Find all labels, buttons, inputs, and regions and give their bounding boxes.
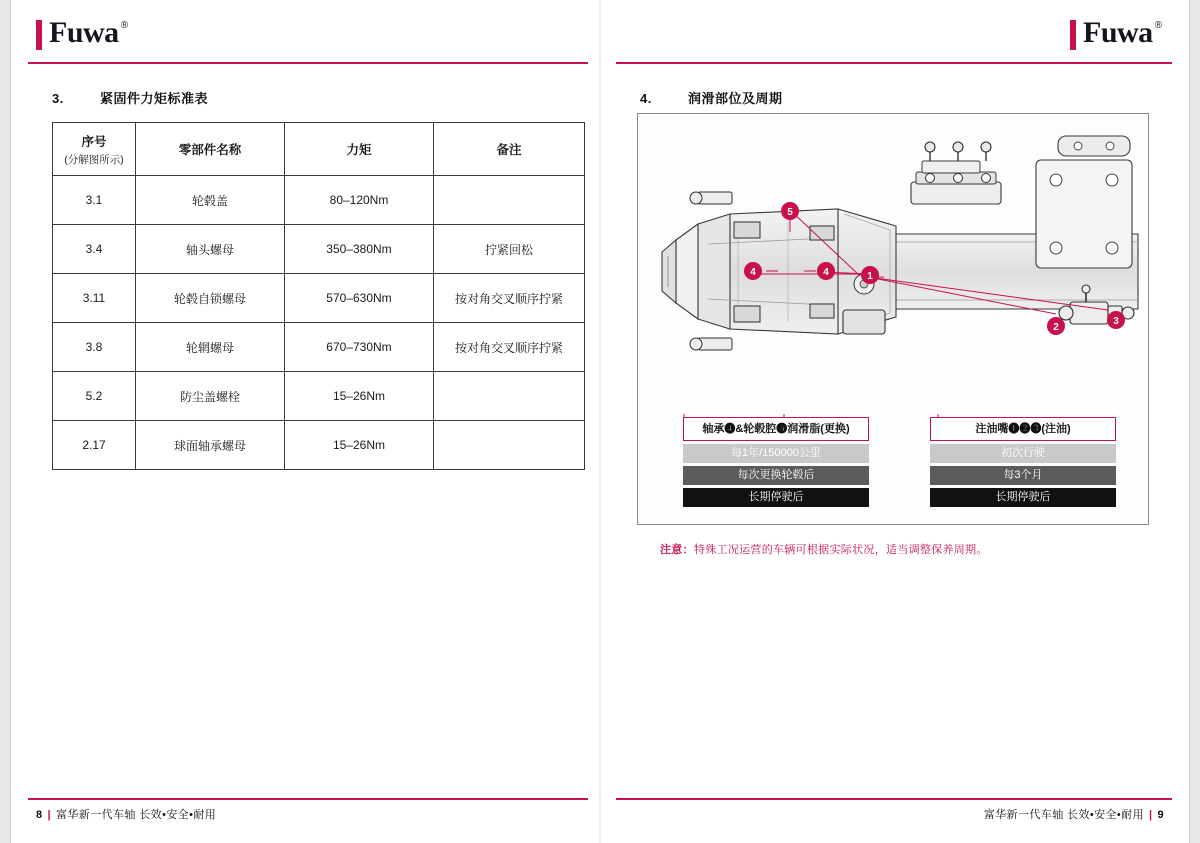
cell-no: 3.11 [53,274,136,323]
table-header-cell-remark: 备注 [434,123,585,176]
table-row [53,225,585,274]
legend-grease-nipple [930,417,1116,507]
page-number: 9 [1157,809,1164,821]
legend-bearing-grease [683,417,869,507]
cell-no: 2.17 [53,421,136,470]
table-row [53,372,585,421]
svg-text:1: 1 [867,271,873,282]
logo-wordmark: Fuwa [1083,16,1153,49]
footer-separator: | [1148,809,1153,821]
svg-text:2: 2 [1053,322,1059,333]
table-row [53,421,585,470]
footer-separator: | [47,809,52,821]
page-number: 8 [36,809,43,821]
cell-remark: 按对角交叉顺序拧紧 [434,274,585,323]
table-row [53,274,585,323]
cell-no: 3.8 [53,323,136,372]
maintenance-note [660,541,988,557]
header-sub: (分解图所示) [64,153,124,166]
logo-left [36,18,128,52]
logo-registered-mark: ® [120,20,129,31]
legend-row: 长期停驶后 [930,488,1116,507]
cell-remark: 拧紧回松 [434,225,585,274]
cell-part: 球面轴承螺母 [136,421,285,470]
logo-right [1070,18,1162,52]
header-main: 序号 [81,134,107,149]
cell-torque: 80–120Nm [285,176,434,225]
logo-registered-mark: ® [1154,20,1163,31]
footer-right [984,806,1164,822]
cell-torque: 350–380Nm [285,225,434,274]
footer-rule-right [616,798,1172,800]
axle-lubrication-diagram [637,113,1149,525]
section-heading-left [52,88,208,107]
legend-row: 每3个月 [930,466,1116,485]
section-title: 紧固件力矩标准表 [100,91,209,106]
table-header-row [53,123,585,176]
torque-standards-table [52,122,585,470]
cell-remark: 按对角交叉顺序拧紧 [434,323,585,372]
cell-torque: 670–730Nm [285,323,434,372]
callout-1 [861,266,879,284]
header-rule-right [616,62,1172,64]
section-heading-right [640,88,783,107]
svg-text:4: 4 [750,267,756,278]
table-header-cell-no [53,123,136,176]
page-gutter [599,0,601,843]
cell-part: 轮辋螺母 [136,323,285,372]
note-text: 特殊工况运营的车辆可根据实际状况，适当调整保养周期。 [693,544,988,556]
cell-remark [434,176,585,225]
cell-part: 轴头螺母 [136,225,285,274]
footer-left [36,806,216,822]
header-rule-left [28,62,588,64]
cell-part: 轮毂盖 [136,176,285,225]
table-row [53,176,585,225]
footer-slogan: 富华新一代车轴 长效•安全•耐用 [56,809,217,821]
legend-row: 长期停驶后 [683,488,869,507]
section-number: 3. [52,91,64,106]
page-edge-right [1189,0,1200,843]
cell-torque: 570–630Nm [285,274,434,323]
callout-4-left [744,262,762,280]
logo-wordmark: Fuwa [49,16,119,49]
footer-slogan: 富华新一代车轴 长效•安全•耐用 [983,809,1144,821]
callout-5 [781,202,799,220]
cell-torque: 15–26Nm [285,372,434,421]
page-edge-left [0,0,11,843]
cell-no: 5.2 [53,372,136,421]
footer-rule-left [28,798,588,800]
logo-bar-icon [36,20,42,50]
table-row [53,323,585,372]
cell-no: 3.4 [53,225,136,274]
callout-4-right [817,262,835,280]
svg-text:5: 5 [787,207,793,218]
legend-title: 轴承❹&轮毂腔❺润滑脂(更换) [683,417,869,441]
legend-row: 每1年/150000公里 [683,444,869,463]
svg-text:3: 3 [1113,316,1119,327]
legend-title: 注油嘴❶❷❸(注油) [930,417,1116,441]
section-number: 4. [640,91,652,106]
table-header-cell-torque: 力矩 [285,123,434,176]
cell-no: 3.1 [53,176,136,225]
callout-3 [1107,311,1125,329]
cell-remark [434,421,585,470]
table-header-cell-part: 零部件名称 [136,123,285,176]
cell-torque: 15–26Nm [285,421,434,470]
legend-row: 每次更换轮毂后 [683,466,869,485]
logo-bar-icon [1070,20,1076,50]
section-title: 润滑部位及周期 [688,91,783,106]
callout-2 [1047,317,1065,335]
cell-part: 轮毂自锁螺母 [136,274,285,323]
cell-part: 防尘盖螺栓 [136,372,285,421]
note-label: 注意： [660,544,694,556]
cell-remark [434,372,585,421]
svg-text:4: 4 [823,267,829,278]
legend-row: 初次行驶 [930,444,1116,463]
